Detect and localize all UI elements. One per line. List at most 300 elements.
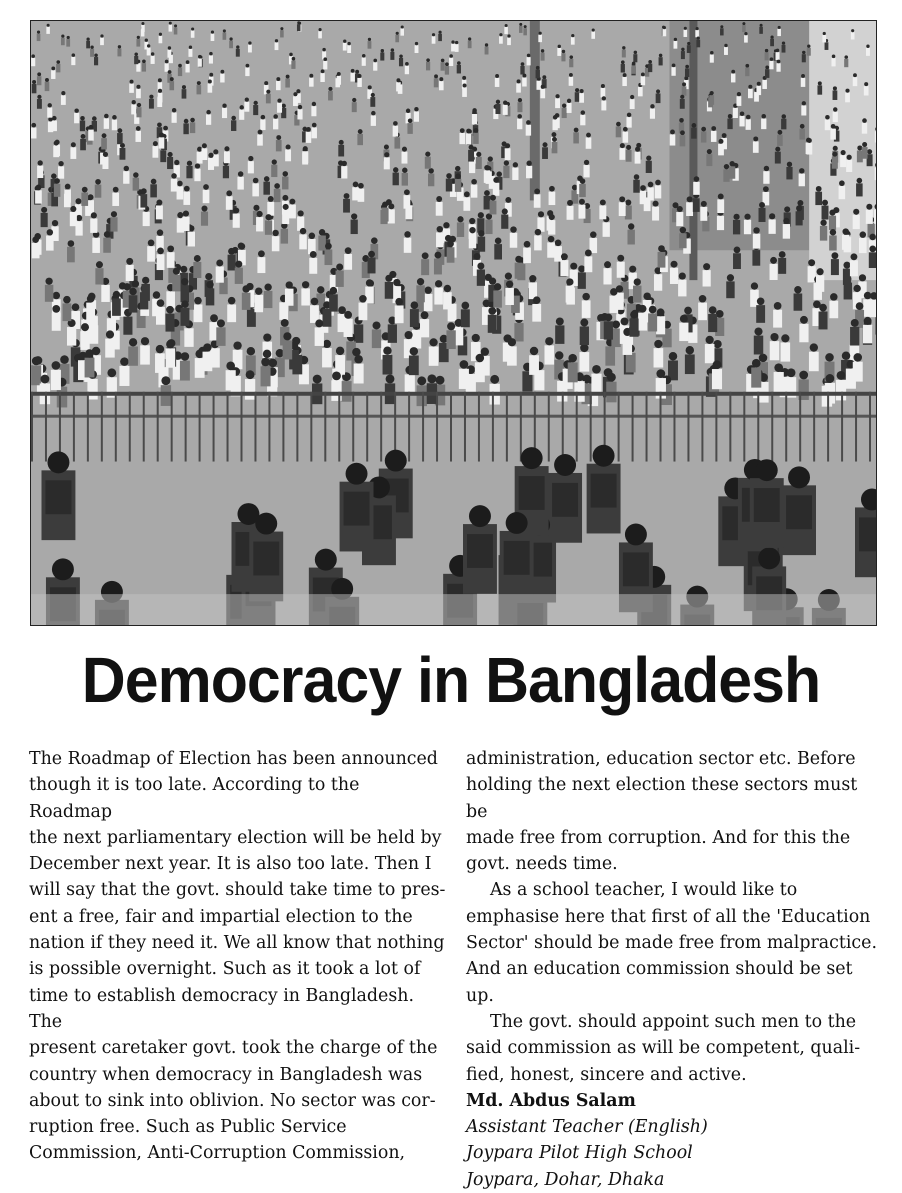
crowd-head	[496, 171, 502, 176]
crowd-head	[132, 280, 139, 287]
crowd-head	[90, 45, 93, 48]
crowd-head	[166, 340, 174, 348]
barricade-bar	[813, 392, 815, 462]
crowd-head	[345, 247, 352, 254]
crowd-person	[875, 131, 876, 142]
barricade-bar	[869, 392, 871, 462]
crowd-head	[709, 306, 717, 314]
police-vest	[859, 517, 876, 551]
crowd-head	[774, 302, 782, 310]
crowd-person	[801, 105, 806, 115]
crowd-person	[648, 313, 657, 331]
crowd-person	[446, 330, 455, 349]
crowd-head	[91, 212, 97, 218]
crowd-head	[194, 255, 201, 262]
crowd-person	[434, 78, 439, 87]
crowd-head	[461, 302, 469, 310]
crowd-head	[32, 236, 39, 243]
text-line: nation if they need it. We all know that nothing	[29, 933, 444, 953]
crowd-head	[130, 80, 134, 84]
crowd-person	[485, 220, 492, 234]
crowd-head	[106, 330, 114, 338]
police-helmet	[788, 466, 810, 488]
crowd-head	[545, 337, 553, 345]
crowd-head	[309, 233, 316, 240]
crowd-head	[857, 145, 862, 150]
crowd-head	[339, 140, 344, 145]
crowd-person	[244, 102, 249, 112]
crowd-head	[80, 116, 85, 121]
crowd-head	[787, 162, 792, 167]
crowd-head	[72, 303, 80, 311]
crowd-head	[502, 208, 508, 214]
crowd-head	[722, 133, 727, 138]
crowd-person	[216, 327, 225, 346]
crowd-person	[322, 348, 332, 367]
crowd-person	[136, 89, 141, 98]
crowd-head	[235, 261, 242, 268]
crowd-person	[840, 155, 846, 167]
crowd-head	[337, 72, 341, 76]
crowd-head	[344, 193, 350, 199]
crowd-head	[800, 124, 805, 129]
crowd-head	[439, 31, 442, 34]
crowd-person	[393, 126, 398, 137]
crowd-person	[682, 86, 687, 95]
crowd-person	[744, 35, 748, 42]
crowd-person	[95, 268, 103, 284]
crowd-person	[850, 327, 859, 346]
crowd-person	[832, 157, 838, 169]
crowd-head	[617, 255, 624, 262]
crowd-head	[257, 211, 263, 217]
crowd-person	[264, 291, 273, 308]
text-line: made free from corruption. And for this the	[466, 828, 850, 848]
crowd-head	[822, 200, 828, 206]
crowd-person	[641, 76, 645, 85]
crowd-head	[687, 196, 693, 202]
crowd-head	[548, 236, 555, 243]
crowd-person	[638, 313, 647, 331]
crowd-head	[646, 156, 651, 161]
crowd-head	[579, 199, 585, 205]
crowd-head	[648, 182, 654, 188]
crowd-person	[625, 206, 632, 220]
crowd-person	[756, 305, 765, 323]
crowd-person	[285, 149, 291, 161]
crowd-head	[833, 146, 838, 151]
crowd-head	[842, 351, 851, 359]
crowd-head	[312, 123, 317, 128]
crowd-person	[862, 147, 868, 159]
crowd-head	[562, 50, 565, 53]
crowd-person	[495, 104, 500, 114]
crowd-head	[165, 60, 169, 64]
crowd-person	[580, 326, 589, 345]
crowd-head	[336, 264, 343, 271]
crowd-person	[31, 128, 36, 139]
crowd-person	[455, 179, 461, 192]
crowd-head	[168, 70, 172, 74]
crowd-head	[40, 375, 49, 384]
barricade-bar	[687, 392, 689, 462]
crowd-head	[246, 370, 255, 379]
crowd-head	[802, 101, 806, 105]
crowd-person	[603, 268, 611, 284]
crowd-person	[566, 286, 575, 303]
crowd-head	[355, 70, 359, 74]
crowd-person	[573, 132, 579, 143]
crowd-person	[282, 210, 289, 224]
crowd-head	[567, 200, 573, 206]
crowd-person	[829, 235, 837, 250]
crowd-person	[88, 130, 94, 141]
crowd-head	[129, 288, 136, 295]
crowd-person	[183, 192, 190, 205]
crowd-person	[123, 317, 132, 335]
police-helmet	[469, 505, 491, 527]
crowd-head	[368, 38, 371, 41]
crowd-head	[558, 45, 561, 48]
crowd-head	[567, 99, 571, 103]
crowd-person	[777, 29, 781, 36]
crowd-head	[382, 202, 388, 208]
crowd-person	[167, 157, 173, 169]
crowd-person	[102, 157, 108, 169]
crowd-person	[438, 34, 442, 41]
crowd-head	[770, 257, 777, 264]
crowd-head	[724, 164, 729, 169]
barricade-bar	[324, 392, 326, 462]
crowd-person	[591, 32, 595, 39]
crowd-person	[705, 344, 715, 363]
crowd-head	[455, 173, 461, 179]
text-line: holding the next election these sectors must be	[466, 775, 857, 821]
article-left-column	[29, 746, 447, 1167]
crowd-head	[621, 60, 625, 64]
crowd-person	[135, 131, 141, 142]
crowd-head	[186, 60, 190, 64]
crowd-person	[853, 77, 858, 86]
crowd-person	[693, 182, 700, 195]
crowd-head	[274, 183, 280, 189]
crowd-person	[86, 41, 90, 49]
article-right-column	[466, 746, 884, 1193]
crowd-person	[198, 58, 202, 66]
crowd-person	[748, 89, 753, 98]
crowd-person	[777, 135, 783, 146]
crowd-head	[112, 115, 117, 120]
crowd-person	[619, 148, 625, 160]
crowd-person	[459, 369, 469, 389]
crowd-head	[484, 165, 489, 170]
crowd-head	[236, 45, 239, 48]
crowd-person	[263, 182, 270, 195]
crowd-person	[220, 74, 224, 83]
crowd-person	[123, 171, 129, 184]
crowd-person	[829, 216, 836, 230]
crowd-head	[240, 105, 244, 109]
crowd-person	[701, 131, 707, 142]
crowd-head	[445, 235, 452, 242]
crowd-head	[223, 29, 226, 32]
crowd-head	[519, 23, 522, 26]
crowd-head	[300, 228, 306, 234]
crowd-head	[173, 268, 180, 275]
crowd-person	[532, 304, 541, 322]
crowd-person	[686, 202, 693, 216]
crowd-person	[399, 58, 403, 66]
crowd-person	[301, 288, 310, 305]
crowd-person	[829, 301, 838, 319]
crowd-head	[508, 338, 516, 346]
crowd-person	[320, 73, 324, 82]
crowd-head	[713, 360, 722, 369]
crowd-person	[390, 52, 394, 60]
crowd-person	[622, 50, 626, 58]
crowd-head	[148, 240, 155, 247]
crowd-head	[383, 346, 391, 354]
crowd-head	[607, 373, 616, 382]
crowd-person	[336, 271, 344, 287]
crowd-person	[770, 341, 780, 360]
police-vest	[253, 542, 279, 576]
crowd-person	[626, 353, 636, 373]
crowd-head	[764, 166, 769, 171]
crowd-person	[626, 117, 631, 128]
crowd-head	[323, 57, 327, 61]
crowd-person	[358, 189, 365, 202]
crowd-head	[851, 319, 859, 327]
police-vest	[754, 488, 780, 522]
crowd-person	[171, 179, 177, 192]
crowd-head	[61, 34, 64, 37]
crowd-person	[193, 262, 201, 278]
crowd-person	[466, 133, 472, 144]
crowd-person	[711, 131, 717, 142]
crowd-head	[136, 85, 140, 89]
crowd-person	[679, 323, 688, 341]
crowd-person	[87, 200, 94, 214]
crowd-person	[517, 119, 522, 130]
crowd-person	[177, 186, 184, 199]
crowd-person	[428, 174, 434, 187]
crowd-person	[100, 38, 104, 45]
crowd-head	[760, 24, 763, 27]
crowd-person	[354, 324, 363, 342]
crowd-person	[46, 236, 54, 251]
crowd-head	[524, 25, 527, 28]
crowd-head	[191, 27, 194, 30]
crowd-person	[555, 98, 560, 108]
barricade-bar	[115, 392, 117, 462]
crowd-head	[358, 74, 362, 78]
crowd-head	[476, 152, 481, 157]
crowd-head	[485, 43, 488, 46]
crowd-person	[299, 234, 307, 249]
crowd-head	[47, 24, 50, 27]
crowd-person	[529, 355, 539, 375]
crowd-head	[582, 293, 590, 301]
crowd-head	[488, 156, 493, 161]
crowd-head	[542, 75, 546, 79]
crowd-head	[437, 226, 443, 232]
crowd-person	[616, 126, 621, 137]
crowd-person	[820, 226, 827, 241]
crowd-person	[159, 137, 165, 148]
crowd-person	[352, 102, 357, 112]
crowd-head	[286, 281, 293, 288]
crowd-person	[490, 201, 497, 215]
barricade-bar	[729, 392, 731, 462]
crowd-person	[654, 348, 664, 367]
crowd-head	[737, 92, 741, 96]
crowd-head	[258, 250, 265, 257]
crowd-person	[302, 151, 308, 163]
crowd-head	[566, 278, 573, 285]
crowd-head	[585, 250, 592, 257]
crowd-person	[275, 42, 279, 50]
crowd-person	[405, 66, 409, 75]
crowd-person	[54, 184, 61, 197]
crowd-person	[583, 165, 589, 177]
crowd-person	[117, 48, 121, 56]
crowd-head	[727, 274, 734, 281]
crowd-person	[235, 268, 243, 284]
crowd-person	[253, 105, 258, 115]
crowd-head	[817, 268, 824, 275]
crowd-head	[85, 349, 93, 357]
crowd-person	[236, 49, 240, 57]
crowd-head	[801, 74, 805, 78]
barricade-bar	[380, 392, 382, 462]
crowd-person	[514, 323, 523, 341]
crowd-person	[306, 132, 312, 143]
crowd-person	[819, 311, 828, 329]
crowd-person	[569, 77, 574, 86]
crowd-person	[410, 309, 419, 327]
crowd-person	[131, 104, 136, 114]
crowd-head	[853, 73, 857, 77]
crowd-head	[794, 286, 801, 293]
crowd-person	[776, 52, 780, 60]
crowd-head	[404, 189, 410, 195]
crowd-head	[718, 194, 724, 200]
crowd-person	[633, 54, 637, 62]
crowd-head	[781, 114, 786, 119]
crowd-person	[622, 77, 627, 86]
crowd-person	[866, 210, 873, 224]
crowd-head	[562, 103, 566, 107]
crowd-person	[609, 296, 618, 313]
crowd-person	[681, 51, 685, 59]
crowd-head	[157, 299, 165, 307]
crowd-person	[647, 187, 654, 200]
crowd-head	[168, 46, 171, 49]
crowd-person	[405, 374, 415, 394]
crowd-person	[856, 183, 863, 196]
crowd-person	[372, 329, 381, 348]
crowd-head	[145, 39, 148, 42]
crowd-person	[863, 325, 872, 343]
crowd-head	[238, 171, 243, 176]
crowd-head	[507, 34, 510, 37]
crowd-person	[167, 252, 175, 268]
crowd-head	[123, 283, 130, 290]
crowd-head	[368, 251, 375, 258]
crowd-head	[710, 51, 713, 54]
crowd-head	[410, 347, 418, 355]
crowd-person	[416, 285, 424, 302]
crowd-head	[656, 89, 660, 93]
crowd-head	[228, 248, 235, 255]
crowd-head	[495, 74, 499, 78]
text-line: though it is too late. According to the Roadmap	[29, 775, 359, 821]
crowd-head	[86, 37, 89, 40]
crowd-head	[751, 282, 758, 289]
crowd-head	[263, 333, 271, 341]
crowd-head	[506, 281, 513, 288]
crowd-head	[277, 98, 281, 102]
author-name: Md. Abdus Salam	[466, 1091, 636, 1111]
crowd-person	[754, 336, 763, 355]
crowd-person	[432, 36, 436, 43]
crowd-person	[567, 103, 572, 113]
crowd-head	[779, 251, 786, 258]
crowd-head	[694, 176, 700, 182]
crowd-head	[648, 60, 652, 64]
crowd-person	[186, 166, 192, 178]
crowd-head	[220, 70, 224, 74]
crowd-person	[434, 287, 443, 304]
crowd-person	[158, 93, 163, 103]
crowd-person	[260, 119, 265, 130]
crowd-head	[535, 229, 541, 235]
crowd-head	[581, 110, 585, 114]
crowd-person	[226, 196, 233, 210]
crowd-head	[626, 145, 631, 150]
crowd-person	[231, 120, 236, 131]
crowd-person	[395, 305, 404, 323]
crowd-head	[630, 311, 638, 319]
crowd-head	[432, 33, 435, 36]
crowd-head	[231, 116, 236, 121]
crowd-person	[745, 68, 749, 77]
crowd-head	[505, 143, 510, 148]
crowd-person	[436, 232, 443, 247]
crowd-head	[32, 80, 36, 84]
crowd-head	[765, 65, 769, 69]
crowd-person	[414, 111, 419, 121]
crowd-person	[343, 199, 350, 213]
paragraph-1-continued	[466, 746, 884, 877]
crowd-head	[213, 149, 218, 154]
crowd-person	[473, 133, 479, 144]
text-line: administration, education sector etc. Before	[466, 749, 856, 769]
crowd-person	[505, 288, 514, 305]
crowd-person	[493, 291, 502, 308]
crowd-person	[806, 143, 812, 155]
crowd-person	[194, 169, 200, 182]
crowd-head	[640, 185, 646, 191]
crowd-head	[190, 118, 195, 123]
barricade-bar	[227, 392, 229, 462]
crowd-person	[723, 169, 729, 182]
crowd-person	[245, 379, 255, 400]
crowd-person	[640, 191, 647, 204]
crowd-head	[208, 79, 212, 83]
crowd-person	[223, 33, 227, 40]
